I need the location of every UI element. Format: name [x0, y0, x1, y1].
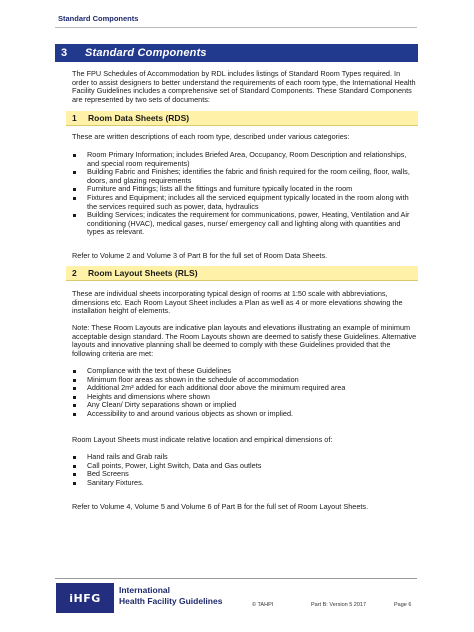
list-item: Building Fabric and Finishes; identifies the fabric and finish required for the room ceiling, floor, walls, doors, and glazing requirements [72, 168, 417, 185]
list-item: Hand rails and Grab rails [72, 453, 417, 462]
section-number: 3 [61, 47, 68, 59]
rds-refer: Refer to Volume 2 and Volume 3 of Part B for the full set of Room Data Sheets. [72, 251, 328, 260]
section-heading [55, 44, 418, 62]
footer-page-number: Page 6 [394, 602, 412, 608]
list-item: Accessibility to and around various objects as shown or implied. [72, 410, 417, 419]
list-item: Sanitary Fixtures. [72, 479, 417, 488]
intro-paragraph: The FPU Schedules of Accommodation by RDL includes listings of Standard Room Types required. In order to assist designers to better understand the requirements of each room type, the International Health Facility Guidelines includes a comprehensive set of Standard Components. These Standard Components are represented by two sets of documents: [72, 69, 416, 104]
list-item: Room Primary Information; includes Briefed Area, Occupancy, Room Description and relationships, and special room requirements) [72, 151, 417, 168]
header-divider [55, 27, 417, 28]
rls-paragraph-2: Note: These Room Layouts are indicative plan layouts and elevations illustrating an example of minimum acceptable design standard. The Room Layouts shown are deemed to satisfy these Guidelines. Alternative layouts and innovative planning shall be deemed to comply with these Guidelines provided that the following criteria are met: [72, 323, 417, 358]
rls-title: Room Layout Sheets (RLS) [88, 268, 198, 278]
rds-category-list [72, 151, 417, 237]
footer-title-line-2: Health Facility Guidelines [119, 596, 223, 606]
footer-copyright: © TAHPI [252, 602, 274, 608]
footer-title [119, 585, 222, 607]
footer-divider [55, 578, 417, 579]
list-item: Additional 2m² added for each additional door above the minimum required area [72, 384, 417, 393]
rls-number: 2 [72, 268, 77, 278]
list-item: Call points, Power, Light Switch, Data and Gas outlets [72, 462, 417, 471]
rls-paragraph-3: Room Layout Sheets must indicate relative location and empirical dimensions of: [72, 435, 333, 444]
rds-lead: These are written descriptions of each room type, described under various categories: [72, 132, 350, 141]
list-item: Bed Screens [72, 470, 417, 479]
rls-heading [66, 266, 418, 281]
list-item: Compliance with the text of these Guidelines [72, 367, 417, 376]
ihfg-logo: iHFG [56, 583, 114, 613]
list-item: Minimum floor areas as shown in the schedule of accommodation [72, 376, 417, 385]
list-item: Heights and dimensions where shown [72, 393, 417, 402]
list-item: Fixtures and Equipment; includes all the serviced equipment typically located in the room along with the services required such as power, data, hydraulics [72, 194, 417, 211]
footer-title-line-1: International [119, 585, 171, 595]
running-header: Standard Components [58, 14, 139, 23]
list-item: Building Services; indicates the requirement for communications, power, Heating, Ventilation and Air conditioning (HVAC), medical gases, nurse/ emergency call and lighting along with quantities and types as relevant. [72, 211, 417, 237]
rls-criteria-list [72, 367, 417, 419]
list-item: Any Clean/ Dirty separations shown or implied [72, 401, 417, 410]
section-title: Standard Components [85, 47, 207, 59]
rds-number: 1 [72, 113, 77, 123]
rls-paragraph-1: These are individual sheets incorporating typical design of rooms at 1:50 scale with abbreviations, dimensions etc. Each Room Layout Sheet includes a Plan as well as 4 or more elevations showing the installation height of elements. [72, 289, 403, 316]
rds-heading [66, 111, 418, 126]
rls-refer: Refer to Volume 4, Volume 5 and Volume 6 of Part B for the full set of Room Layout Sheets. [72, 502, 369, 511]
rds-title: Room Data Sheets (RDS) [88, 113, 190, 123]
footer-version: Part B: Version 5 2017 [311, 602, 367, 608]
rls-elements-list [72, 453, 417, 487]
list-item: Furniture and Fittings; lists all the fittings and furniture typically located in the room [72, 185, 417, 194]
